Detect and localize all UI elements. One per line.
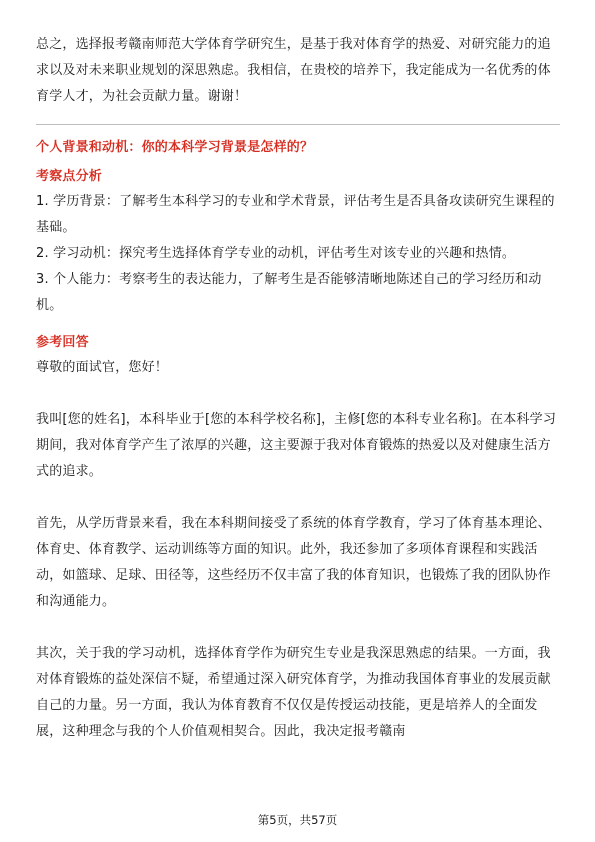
section-divider	[36, 124, 560, 125]
page-number-footer: 第5页，共57页	[257, 813, 338, 827]
page-content	[36, 32, 560, 745]
intro-conclusion-paragraph: 总之，选择报考赣南师范大学体育学研究生，是基于我对体育学的热爱、对研究能力的追求以及对未来职业规划的深思熟虑。我相信，在贵校的培养下，我定能成为一名优秀的体育学人才，为社会贡献力量。谢谢！	[36, 37, 551, 104]
spacer	[36, 319, 560, 327]
spacer	[36, 485, 560, 511]
spacer	[36, 615, 560, 641]
answer-heading: 参考回答	[36, 335, 89, 350]
analysis-point: 3. 个人能力：考察考生的表达能力，了解考生是否能够清晰地陈述自己的学习经历和动机。	[36, 272, 542, 313]
analysis-point: 2. 学习动机：探究考生选择体育学专业的动机，评估考生对该专业的兴趣和热情。	[36, 246, 516, 261]
answer-paragraph: 我叫[您的姓名]，本科毕业于[您的本科学校名称]，主修[您的本科专业名称]。在本科学习期间，我对体育学产生了浓厚的兴趣，这主要源于我对体育锻炼的热爱以及对健康生活方式的追求。	[36, 412, 557, 479]
answer-paragraph: 首先，从学历背景来看，我在本科期间接受了系统的体育学教育，学习了体育基本理论、体育史、体育教学、运动训练等方面的知识。此外，我还参加了多项体育课程和实践活动，如篮球、足球、田径等，这些经历不仅丰富了我的体育知识，也锻炼了我的团队协作和沟通能力。	[36, 516, 551, 609]
analysis-point: 1. 学历背景：了解考生本科学习的专业和学术背景，评估考生是否具备攻读研究生课程的基础。	[36, 194, 555, 235]
analysis-heading: 考察点分析	[36, 169, 103, 184]
answer-greeting: 尊敬的面试官，您好！	[36, 360, 169, 375]
spacer	[36, 381, 560, 407]
question-heading: 个人背景和动机：你的本科学习背景是怎样的？	[36, 140, 314, 155]
answer-paragraph: 其次，关于我的学习动机，选择体育学作为研究生专业是我深思熟虑的结果。一方面，我对体育锻炼的益处深信不疑，希望通过深入研究体育学，为推动我国体育事业的发展贡献自己的力量。另一方面，我认为体育教育不仅仅是传授运动技能，更是培养人的全面发展，这种理念与我的个人价值观相契合。因此，我决定报考赣南	[36, 646, 551, 739]
